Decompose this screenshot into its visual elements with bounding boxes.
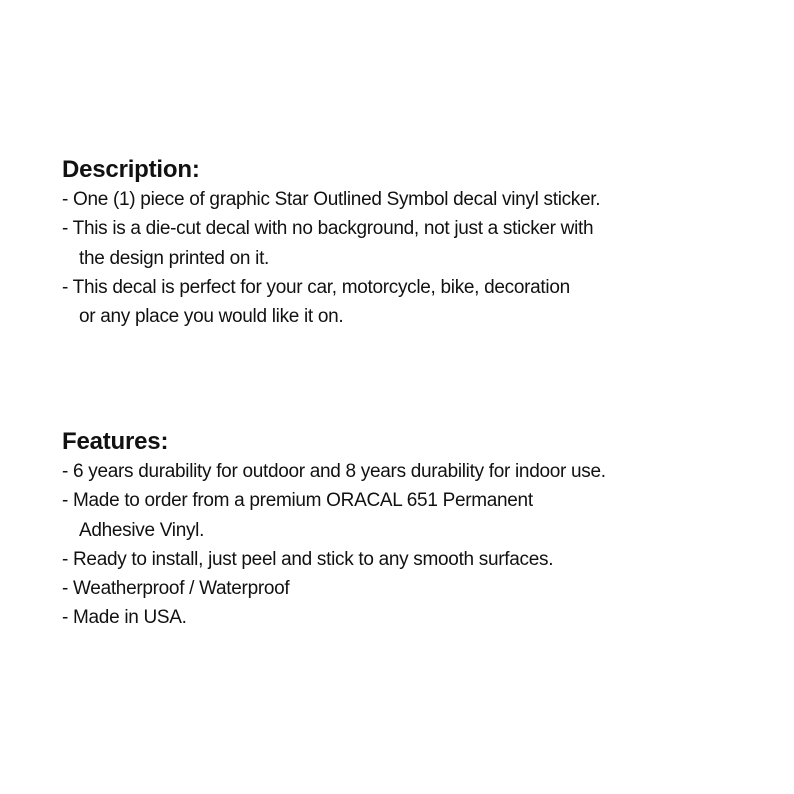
description-heading: Description: <box>62 156 200 183</box>
description-line: - This decal is perfect for your car, motorcycle, bike, decoration <box>62 276 570 298</box>
description-line-continuation: or any place you would like it on. <box>79 306 344 328</box>
feature-line: - Made to order from a premium ORACAL 651 Permanent <box>62 490 533 512</box>
feature-line: - Made in USA. <box>62 607 187 629</box>
feature-line: - Weatherproof / Waterproof <box>62 578 290 600</box>
description-section <box>62 155 600 331</box>
description-line: - One (1) piece of graphic Star Outlined Symbol decal vinyl sticker. <box>62 189 601 210</box>
description-line-continuation: the design printed on it. <box>79 247 270 269</box>
description-line: - This is a die-cut decal with no background, not just a sticker with <box>62 218 594 240</box>
feature-line-continuation: Adhesive Vinyl. <box>79 519 205 541</box>
feature-line: - Ready to install, just peel and stick to any smooth surfaces. <box>62 548 554 570</box>
features-section <box>62 427 606 633</box>
features-heading: Features: <box>62 428 169 455</box>
feature-line: - 6 years durability for outdoor and 8 years durability for indoor use. <box>62 461 606 482</box>
